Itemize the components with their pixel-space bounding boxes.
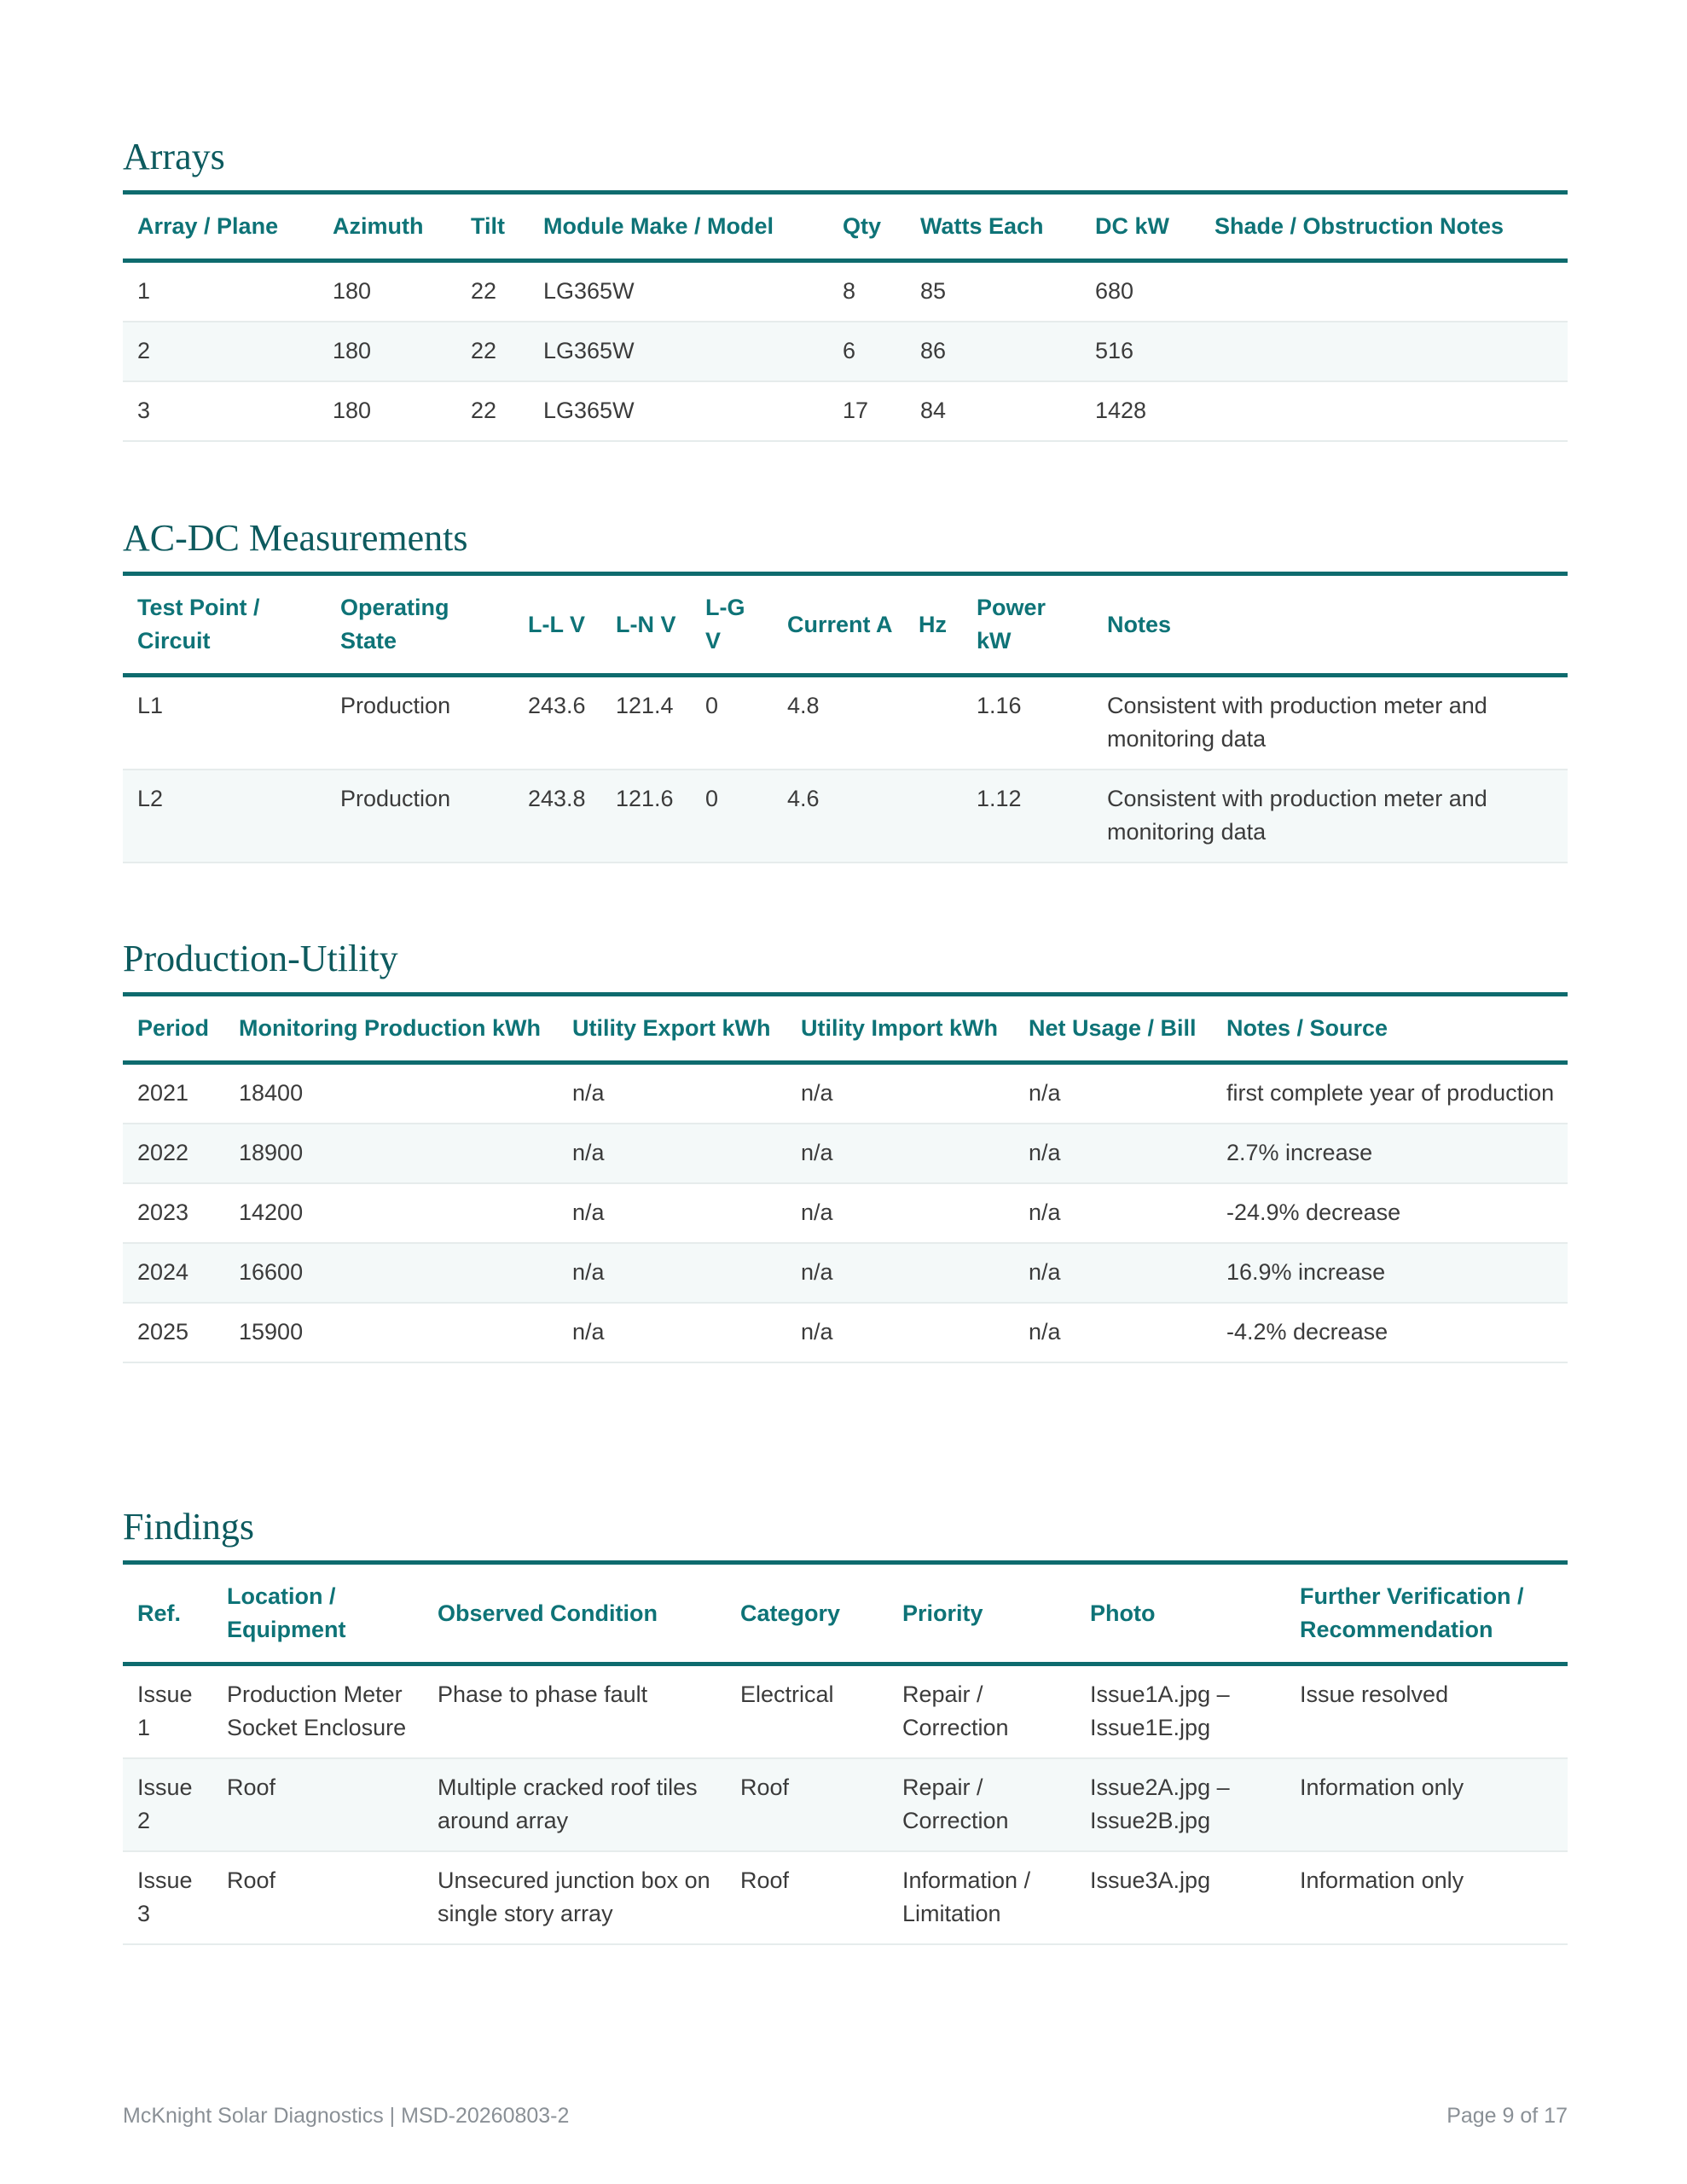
table-row [123, 1303, 1568, 1362]
table-cell: first complete year of production [1212, 1063, 1568, 1124]
table-cell: Electrical [726, 1664, 888, 1759]
production-title: Production-Utility [123, 937, 1568, 996]
table-cell: 2021 [123, 1063, 224, 1124]
column-header: Further Verification / Recommendation [1285, 1565, 1568, 1664]
table-row [123, 676, 1568, 770]
table-cell: n/a [1014, 1183, 1212, 1243]
table-cell [1200, 261, 1568, 322]
table-cell: Issue 2 [123, 1758, 212, 1851]
table-cell: Multiple cracked roof tiles around array [423, 1758, 726, 1851]
acdc-title: AC-DC Measurements [123, 516, 1568, 576]
column-header: Operating State [326, 576, 513, 676]
table-cell: Issue 1 [123, 1664, 212, 1759]
table-cell: n/a [1014, 1063, 1212, 1124]
table-cell: LG365W [529, 322, 828, 381]
table-cell: n/a [558, 1124, 786, 1183]
column-header: Category [726, 1565, 888, 1664]
table-row [123, 381, 1568, 441]
table-cell: 3 [123, 381, 318, 441]
table-cell: n/a [1014, 1243, 1212, 1303]
column-header: Observed Condition [423, 1565, 726, 1664]
arrays-section [123, 135, 1568, 442]
column-header: Utility Export kWh [558, 996, 786, 1063]
table-cell: LG365W [529, 261, 828, 322]
footer-left: McKnight Solar Diagnostics | MSD-20260803-2 [123, 2104, 570, 2128]
table-cell: 180 [318, 381, 456, 441]
table-row [123, 1183, 1568, 1243]
table-cell: Production [326, 770, 513, 863]
table-cell: 8 [828, 261, 906, 322]
column-header: Shade / Obstruction Notes [1200, 195, 1568, 261]
table-cell: n/a [786, 1183, 1014, 1243]
table-cell: Roof [212, 1851, 423, 1944]
table-cell: 2023 [123, 1183, 224, 1243]
table-cell: Issue2A.jpg – Issue2B.jpg [1075, 1758, 1285, 1851]
table-cell: Repair / Correction [888, 1758, 1075, 1851]
table-cell: 1.16 [962, 676, 1093, 770]
production-header-row [123, 996, 1568, 1063]
column-header: Ref. [123, 1565, 212, 1664]
table-cell: Issue 3 [123, 1851, 212, 1944]
table-row [123, 1851, 1568, 1944]
table-row [123, 261, 1568, 322]
column-header: Watts Each [906, 195, 1081, 261]
table-cell: 243.8 [513, 770, 601, 863]
table-cell: 85 [906, 261, 1081, 322]
table-cell: n/a [786, 1243, 1014, 1303]
table-cell: Unsecured junction box on single story array [423, 1851, 726, 1944]
column-header: Monitoring Production kWh [224, 996, 558, 1063]
column-header: Module Make / Model [529, 195, 828, 261]
column-header: L-L V [513, 576, 601, 676]
column-header: Hz [904, 576, 962, 676]
table-cell: 6 [828, 322, 906, 381]
table-cell: Production Meter Socket Enclosure [212, 1664, 423, 1759]
table-cell: 4.8 [773, 676, 904, 770]
table-cell: 22 [456, 261, 529, 322]
table-cell: n/a [558, 1183, 786, 1243]
table-cell: n/a [786, 1063, 1014, 1124]
column-header: Photo [1075, 1565, 1285, 1664]
table-cell: Roof [212, 1758, 423, 1851]
table-cell: n/a [558, 1063, 786, 1124]
table-cell: 2025 [123, 1303, 224, 1362]
column-header: Utility Import kWh [786, 996, 1014, 1063]
column-header: Net Usage / Bill [1014, 996, 1212, 1063]
column-header: Location / Equipment [212, 1565, 423, 1664]
column-header: Tilt [456, 195, 529, 261]
findings-header-row [123, 1565, 1568, 1664]
table-cell: LG365W [529, 381, 828, 441]
table-cell: 2024 [123, 1243, 224, 1303]
table-cell: Production [326, 676, 513, 770]
table-cell: 4.6 [773, 770, 904, 863]
table-cell: Roof [726, 1851, 888, 1944]
table-cell: Consistent with production meter and monitoring data [1093, 770, 1568, 863]
table-row [123, 322, 1568, 381]
findings-title: Findings [123, 1505, 1568, 1565]
table-cell: 121.4 [601, 676, 691, 770]
table-cell: -24.9% decrease [1212, 1183, 1568, 1243]
table-cell: n/a [558, 1243, 786, 1303]
table-cell: 16.9% increase [1212, 1243, 1568, 1303]
table-cell [904, 770, 962, 863]
footer-page-number: Page 9 of 17 [1446, 2104, 1568, 2128]
acdc-section [123, 516, 1568, 863]
table-cell: 180 [318, 261, 456, 322]
table-row [123, 770, 1568, 863]
table-cell: 14200 [224, 1183, 558, 1243]
column-header: DC kW [1081, 195, 1200, 261]
table-row [123, 1243, 1568, 1303]
table-cell: 84 [906, 381, 1081, 441]
arrays-table [123, 195, 1568, 442]
production-section [123, 937, 1568, 1363]
column-header: Period [123, 996, 224, 1063]
table-cell: 180 [318, 322, 456, 381]
table-cell: 15900 [224, 1303, 558, 1362]
column-header: Test Point / Circuit [123, 576, 326, 676]
column-header: Notes / Source [1212, 996, 1568, 1063]
arrays-title: Arrays [123, 135, 1568, 195]
column-header: Current A [773, 576, 904, 676]
table-cell: 516 [1081, 322, 1200, 381]
table-cell: 18900 [224, 1124, 558, 1183]
table-cell: n/a [786, 1124, 1014, 1183]
table-row [123, 1124, 1568, 1183]
column-header: Power kW [962, 576, 1093, 676]
table-cell: 86 [906, 322, 1081, 381]
table-cell: 22 [456, 322, 529, 381]
table-cell: 2.7% increase [1212, 1124, 1568, 1183]
table-cell: Repair / Correction [888, 1664, 1075, 1759]
table-cell: 243.6 [513, 676, 601, 770]
table-cell: Consistent with production meter and monitoring data [1093, 676, 1568, 770]
acdc-table [123, 576, 1568, 863]
column-header: Priority [888, 1565, 1075, 1664]
table-cell: 1428 [1081, 381, 1200, 441]
table-row [123, 1063, 1568, 1124]
column-header: Array / Plane [123, 195, 318, 261]
table-row [123, 1664, 1568, 1759]
table-cell: Phase to phase fault [423, 1664, 726, 1759]
table-cell: 121.6 [601, 770, 691, 863]
findings-table [123, 1565, 1568, 1945]
table-cell: Information only [1285, 1851, 1568, 1944]
table-cell: 0 [691, 770, 773, 863]
table-cell: 17 [828, 381, 906, 441]
table-cell: 1 [123, 261, 318, 322]
table-cell: n/a [786, 1303, 1014, 1362]
arrays-header-row [123, 195, 1568, 261]
table-cell: L2 [123, 770, 326, 863]
column-header: Notes [1093, 576, 1568, 676]
table-cell [904, 676, 962, 770]
column-header: Azimuth [318, 195, 456, 261]
column-header: L-G V [691, 576, 773, 676]
table-cell: 2 [123, 322, 318, 381]
table-cell: 0 [691, 676, 773, 770]
table-cell: L1 [123, 676, 326, 770]
table-cell: n/a [1014, 1303, 1212, 1362]
table-cell: 1.12 [962, 770, 1093, 863]
table-cell: n/a [558, 1303, 786, 1362]
table-cell: n/a [1014, 1124, 1212, 1183]
column-header: Qty [828, 195, 906, 261]
findings-section [123, 1505, 1568, 1945]
table-cell: Information only [1285, 1758, 1568, 1851]
table-cell [1200, 322, 1568, 381]
table-cell: Issue1A.jpg – Issue1E.jpg [1075, 1664, 1285, 1759]
production-table [123, 996, 1568, 1363]
column-header: L-N V [601, 576, 691, 676]
table-cell: Roof [726, 1758, 888, 1851]
table-cell: 18400 [224, 1063, 558, 1124]
table-cell: Issue resolved [1285, 1664, 1568, 1759]
table-cell: 2022 [123, 1124, 224, 1183]
table-cell: -4.2% decrease [1212, 1303, 1568, 1362]
table-cell [1200, 381, 1568, 441]
table-cell: Information / Limitation [888, 1851, 1075, 1944]
table-cell: Issue3A.jpg [1075, 1851, 1285, 1944]
table-cell: 16600 [224, 1243, 558, 1303]
table-cell: 22 [456, 381, 529, 441]
acdc-header-row [123, 576, 1568, 676]
table-row [123, 1758, 1568, 1851]
table-cell: 680 [1081, 261, 1200, 322]
